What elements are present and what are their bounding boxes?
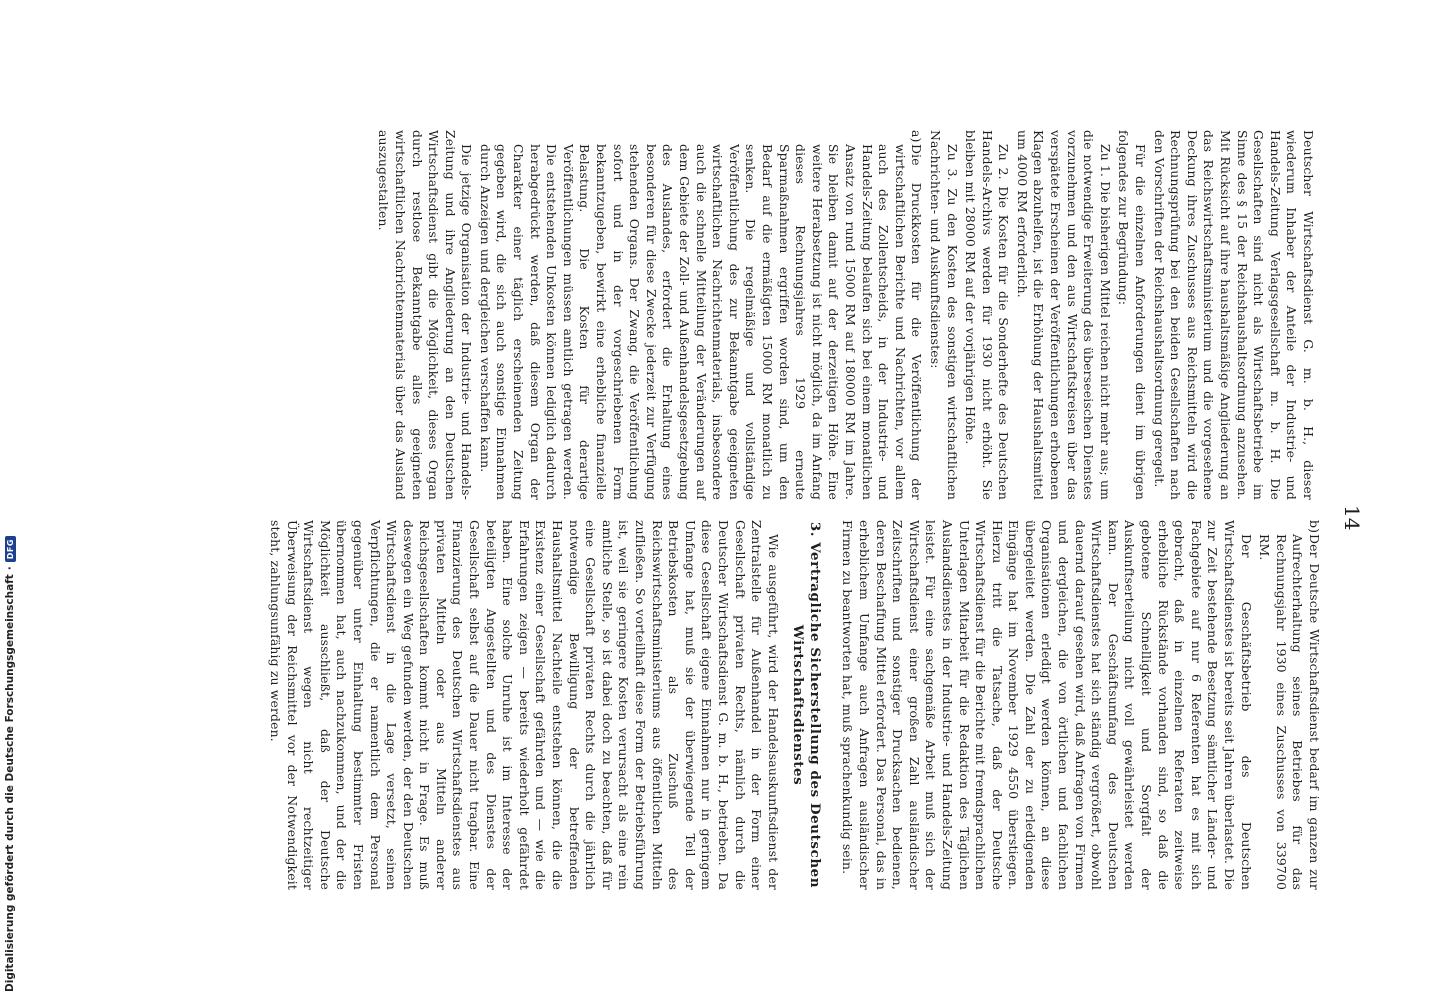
- left-column: [373, 130, 1316, 500]
- paragraph: Zu 3. Zu den Kosten des sonstigen wirtschaftlichen Nachrichten- und Auskunftsdienstes:: [927, 130, 960, 500]
- paragraph: Deutscher Wirtschaftsdienst G. m. b. H., dieser wiederum Inhaber der Anteile der Industrie- und Handels-Zeitung Verlagsgesellschaft m. b. H. Die Gesellschaften sind nicht als Wirtschaftsbetriebe im Sinne des § 15 der Reichshaushaltsordnung anzusehen. Mit Rücksicht auf ihre haushaltsmäßige Angliederung an das Reichswirtschaftsministerium und die vorgesehene Deckung ihres Zuschusses aus Reichsmitteln wird die Rechnungsprüfung bei den beiden Gesellschaften nach den Vorschriften der Reichshaushaltsordnung geregelt.: [1151, 130, 1316, 500]
- digitization-text: Digitalisierung gefördert durch die Deutsche Forschungsgemeinschaft: [4, 574, 16, 992]
- right-column-section-before: [839, 520, 1322, 890]
- digitization-note: Digitalisierung gefördert durch die Deutsche Forschungsgemeinschaft · DFG: [4, 536, 16, 992]
- paragraph: Zu 2. Die Kosten für die Sonderhefte des Deutschen Handels-Archivs werden für 1930 nicht erhöht. Sie bleiben mit 28000 RM auf der vorjährigen Höhe.: [963, 130, 1012, 500]
- paragraph: Die jetzige Organisation der Industrie- und Handels-Zeitung und ihre Angliederung an den Deutschen Wirtschaftsdienst gibt die Möglichkeit, dieses Organ durch restlose Bekanntgabe alles geeigneten wirtschaftlichen Nachrichtenmaterials über das Ausland auszugestalten.: [376, 130, 475, 500]
- list-item-label: b): [1307, 520, 1322, 534]
- paragraph: Der Geschäftsbetrieb des Deutschen Wirtschaftsdienstes ist bereits seit Jahren überlastet. Die zur Zeit bestehende Besetzung sämtlicher Länder- und Fachgebiete auf nur 6 Referenten hat es mit sich gebracht, daß in einzelnen Referaten zeitweise erhebliche Rückstände vorhanden sind, so daß die gebotene Schnelligkeit und Sorgfalt der Auskunftserteilung nicht voll gewährleistet werden kann. Der Geschäftsumfang des Deutschen Wirtschaftsdienstes hat sich ständig vergrößert, obwohl dauernd darauf gesehen wird, daß Anfragen von Firmen und dergleichen, die von örtlichen und fachlichen Organisationen erledigt werden können, an diese übergeleitet werden. Die Zahl der zu erledigenden Eingänge hat im November 1929 4550 überstiegen. Hierzu tritt die Tatsache, daß der Deutsche Wirtschaftsdienst für die Berichte mit fremdsprachlichen Unterlagen Mitarbeit für die Redaktion des Täglichen Auslandsdienstes in der Industrie- und Handels-Zeitung leistet. Für eine sachgemäße Arbeit muß sich der Wirtschaftsdienst einer großen Zahl ausländischer Zeitschriften und sonstiger Drucksachen bedienen, deren Beschaffung Mittel erfordert. Das Personal, das in erheblichem Umfange auch Anfragen ausländischer Firmen zu beantworten hat, muß sprachenkundig sein.: [840, 520, 1254, 890]
- paragraph: Zu 1. Die bisherigen Mittel reichen nicht mehr aus; um die notwendige Erweiterung des überseeischen Dienstes vorzunehmen und den aus Wirtschaftskreisen über das verspätete Erscheinen der Veröffentlichungen erhobenen Klagen abzuhelfen, ist die Erhöhung der Haushaltsmittel um 4000 RM erforderlich.: [1014, 130, 1113, 500]
- list-item: [1256, 520, 1322, 890]
- dfg-logo: DFG: [5, 536, 16, 562]
- section-heading: 3. Vertragliche Sicherstellung des Deutschen Wirtschaftsdienstes: [789, 521, 823, 889]
- list-item-text: Die Druckkosten für die Veröffentlichung der wirtschaftlichen Berichte und Nachrichten, vor allem auch des Zollentscheids, in der Industrie- und Handels-Zeitung belaufen sich bei einem monatlichen Ansatz von rund 15000 RM auf 180000 RM im Jahre. Sie bleiben damit auf der derzeitigen Höhe. Eine weitere Herabsetzung ist nicht möglich, da im Anfang dieses Rechnungsjahres 1929 erneute Sparmaßnahmen ergriffen worden sind, um den Bedarf auf die ermäßigten 15000 RM monatlich zu senken. Die regelmäßige und vollständige Veröffentlichung des zur Bekanntgabe geeigneten wirtschaftlichen Nachrichtenmaterials, insbesondere auch die schnelle Mitteilung der Veränderungen auf dem Gebiete der Zoll- und Außenhandelsgesetzgebung des Auslandes, erfordert die Erhaltung eines besonderen für diese Zwecke jederzeit zur Verfügung stehenden Organs. Der Zwang, die Veröffentlichung sofort und in der vorgeschriebenen Form bekanntzugeben, bewirkt eine erhebliche finanzielle Belastung. Die Kosten für derartige Veröffentlichungen müssen amtlich getragen werden. Die entstehenden Unkosten können lediglich dadurch herabgedrückt werden, daß diesem Organ der Charakter einer täglich erscheinenden Zeitung gegeben wird, die sich auch sonstige Einnahmen durch Anzeigen und dergleichen verschaffen kann.: [477, 144, 925, 500]
- list-item: [476, 130, 924, 500]
- paragraph: Wie ausgeführt, wird der Handelsauskunftsdienst der Zentralstelle für Außenhandel in der Form einer Gesellschaft privaten Rechts, nämlich durch die Deutscher Wirtschaftsdienst G. m. b. H., betrieben. Da diese Gesellschaft eigene Einnahmen nur in geringem Umfange hat, muß sie der überwiegende Teil der Betriebskosten als Zuschuß des Reichswirtschaftsministeriums aus öffentlichen Mitteln zufließen. So vorteilhaft diese Form der Betriebsführung ist, weil sie geringere Kosten verursacht als eine rein amtliche Stelle, so ist dabei doch zu beachten, daß für eine Gesellschaft privaten Rechts durch die jährlich notwendige Bewilligung der betreffenden Haushaltsmittel Nachteile entstehen können, die die Existenz einer Gesellschaft gefährden und — wie die Erfahrungen zeigen — bereits wiederholt gefährdet haben. Eine solche Unruhe ist im Interesse der beteiligten Angestellten und des Dienstes der Gesellschaft selbst auf die Dauer nicht tragbar. Eine Finanzierung des Deutschen Wirtschaftsdienstes aus privaten Mitteln oder aus Mitteln anderer Reichsgesellschaften kommt nicht in Frage. Es muß deswegen ein Weg gefunden werden, der den Deutschen Wirtschaftsdienst in die Lage versetzt, seinen Verpflichtungen, die er namentlich dem Personal gegenüber unter Einhaltung bestimmter Fristen übernommen hat, auch nachzukommen, und der die Möglichkeit ausschließt, daß der Deutsche Wirtschaftsdienst wegen nicht rechtzeitiger Überweisung der Reichsmittel vor der Notwendigkeit steht, zahlungsunfähig zu werden.: [267, 520, 781, 890]
- paragraph: Für die einzelnen Anforderungen dient im übrigen folgendes zur Begründung:: [1116, 130, 1149, 500]
- right-column-section-after: [266, 520, 780, 890]
- page-number: 14: [1340, 505, 1364, 531]
- list-item-text: Der Deutsche Wirtschaftsdienst bedarf im ganzen zur Aufrechterhaltung seines Betriebes für das Rechnungsjahr 1930 eines Zuschusses von 339700 RM.: [1257, 534, 1322, 890]
- right-column: [264, 520, 1322, 890]
- list-item-label: a): [909, 130, 925, 143]
